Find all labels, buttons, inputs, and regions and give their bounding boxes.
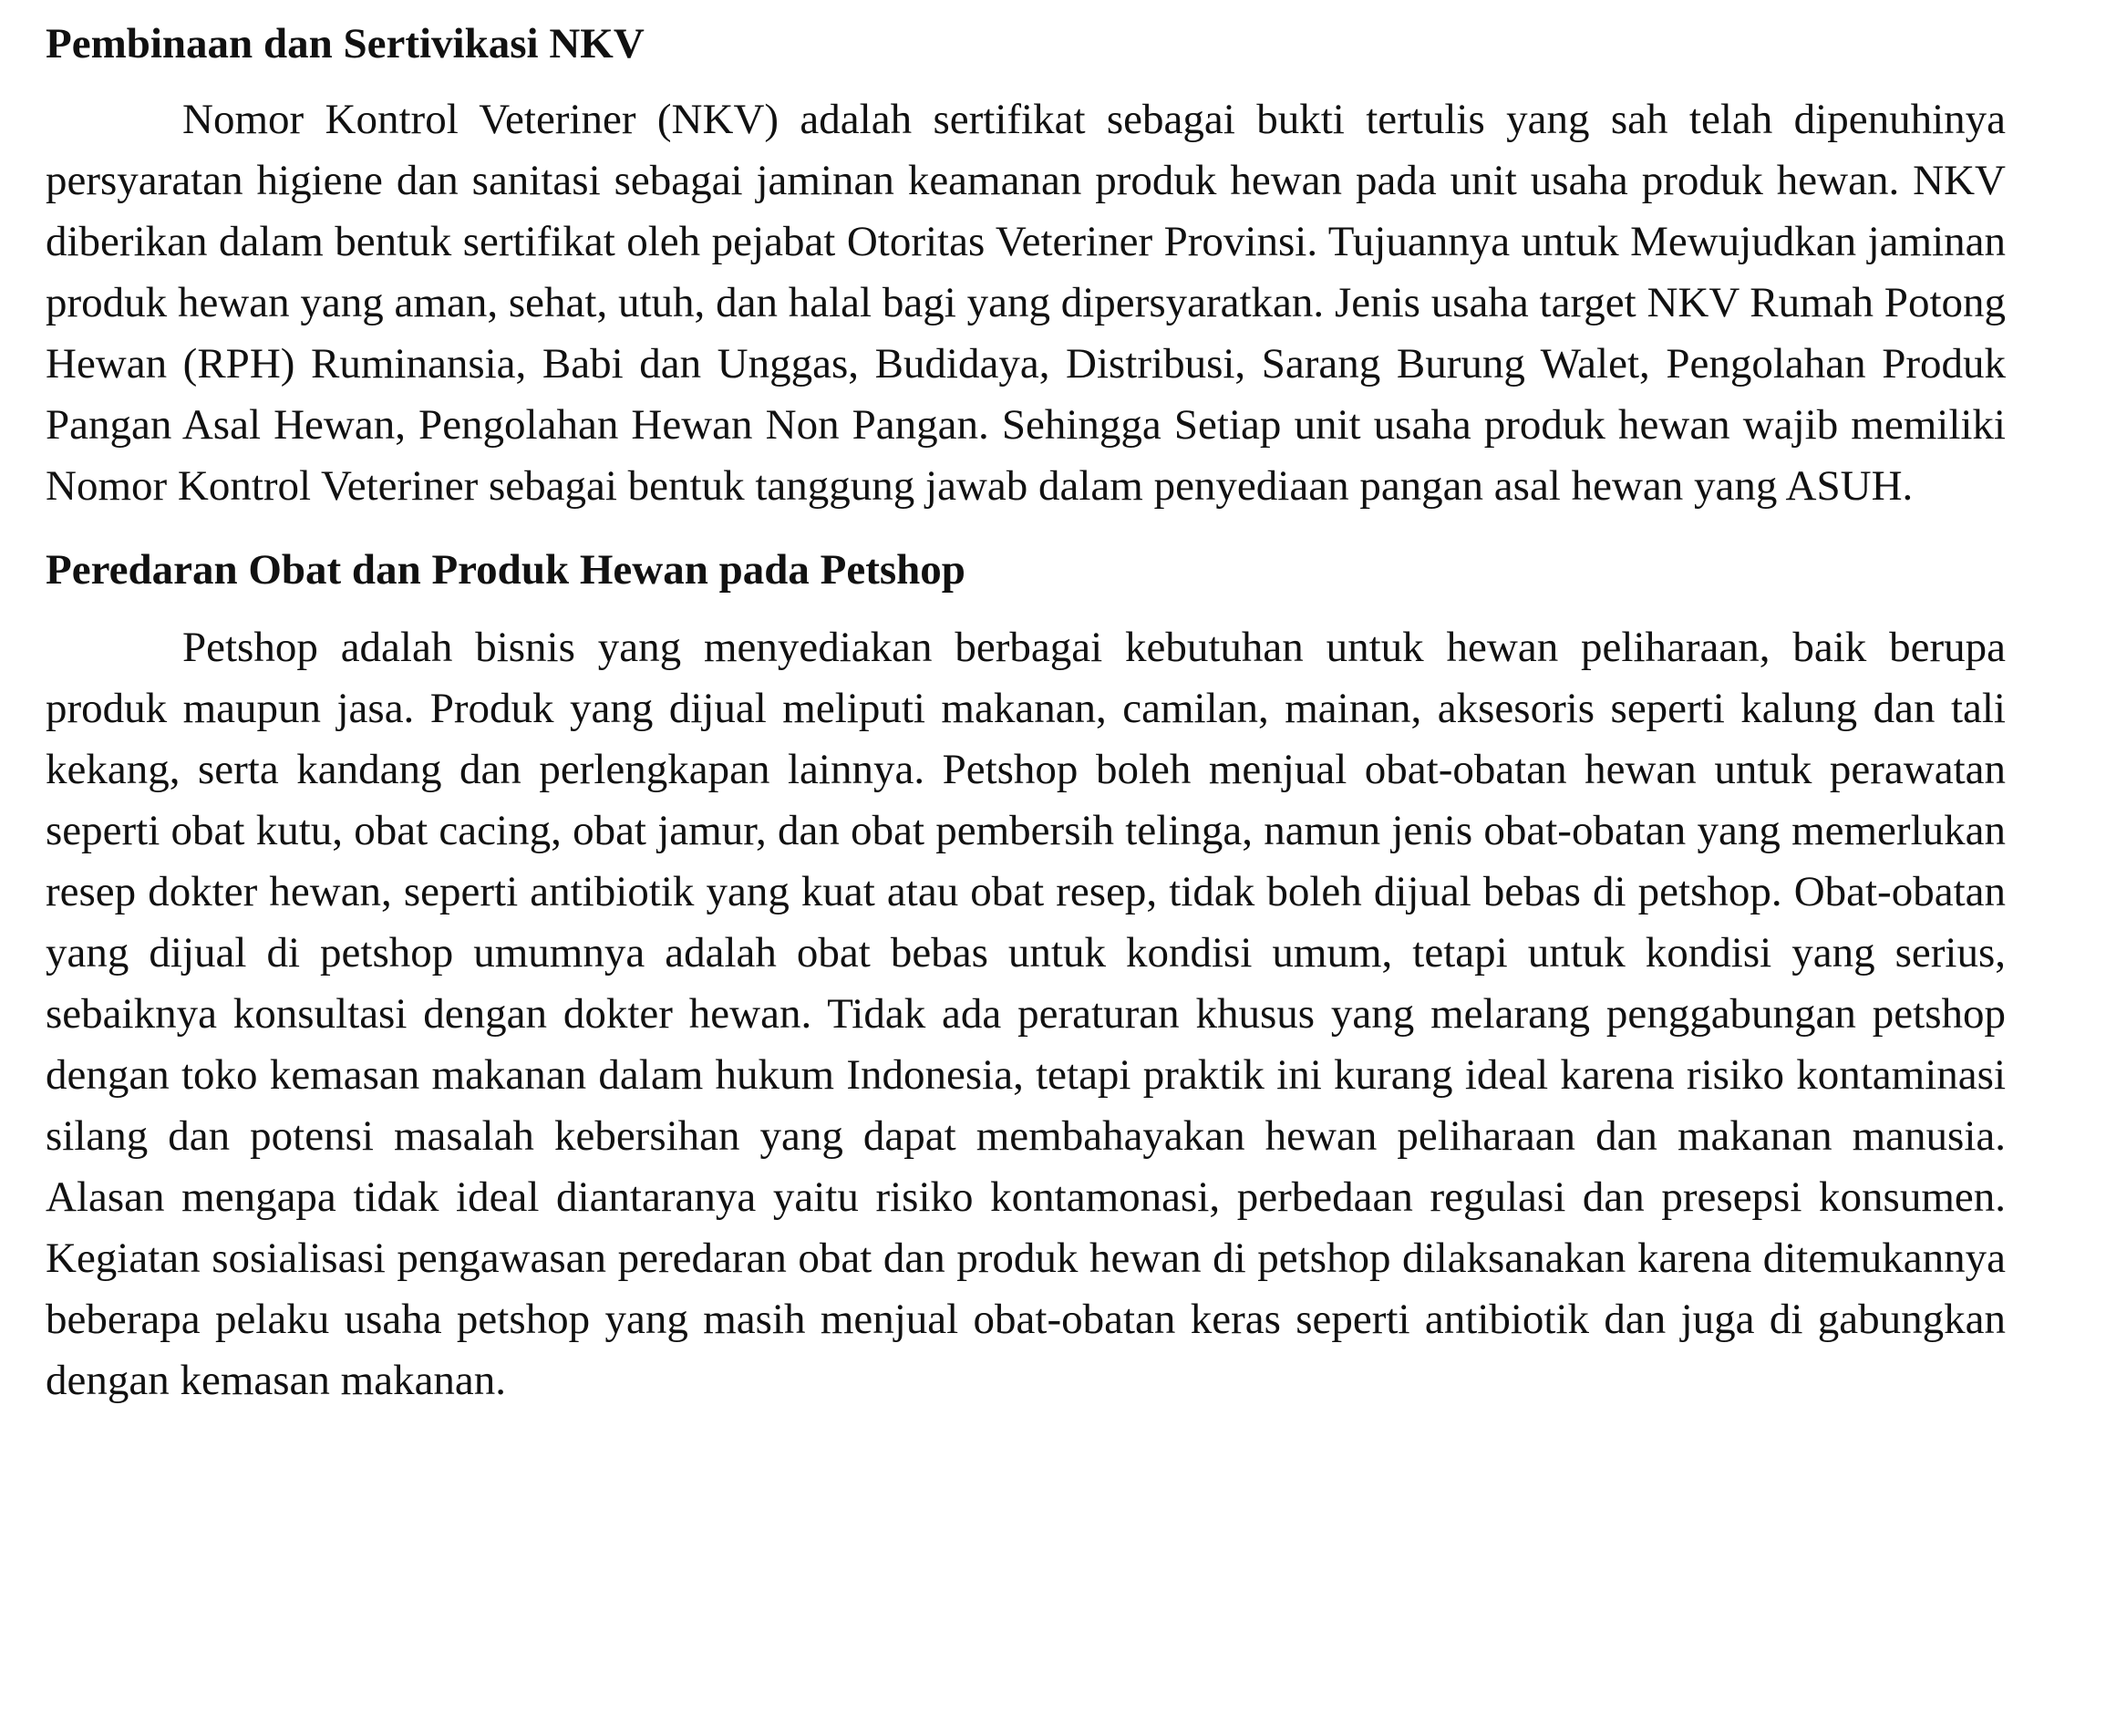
- section-heading-nkv: Pembinaan dan Sertivikasi NKV: [46, 20, 645, 67]
- section-paragraph-nkv: Nomor Kontrol Veteriner (NKV) adalah sertifikat sebagai bukti tertulis yang sah telah dipenuhinya persyaratan higiene dan sanitasi sebagai jaminan keamanan produk hewan pada unit usaha produk hewan. NKV diberikan dalam bentuk sertifikat oleh pejabat Otoritas Veteriner Provinsi. Tujuannya untuk Mewujudkan jaminan produk hewan yang aman, sehat, utuh, dan halal bagi yang dipersyaratkan. Jenis usaha target NKV Rumah Potong Hewan (RPH) Ruminansia, Babi dan Unggas, Budidaya, Distribusi, Sarang Burung Walet, Pengolahan Produk Pangan Asal Hewan, Pengolahan Hewan Non Pangan. Sehingga Setiap unit usaha produk hewan wajib memiliki Nomor Kontrol Veteriner sebagai bentuk tanggung jawab dalam penyediaan pangan asal hewan yang ASUH.: [46, 96, 2006, 510]
- section-paragraph-petshop: Petshop adalah bisnis yang menyediakan berbagai kebutuhan untuk hewan peliharaan, baik berupa produk maupun jasa. Produk yang dijual meliputi makanan, camilan, mainan, aksesoris seperti kalung dan tali kekang, serta kandang dan perlengkapan lainnya. Petshop boleh menjual obat-obatan hewan untuk perawatan seperti obat kutu, obat cacing, obat jamur, dan obat pembersih telinga, namun jenis obat-obatan yang memerlukan resep dokter hewan, seperti antibiotik yang kuat atau obat resep, tidak boleh dijual bebas di petshop. Obat-obatan yang dijual di petshop umumnya adalah obat bebas untuk kondisi umum, tetapi untuk kondisi yang serius, sebaiknya konsultasi dengan dokter hewan. Tidak ada peraturan khusus yang melarang penggabungan petshop dengan toko kemasan makanan dalam hukum Indonesia, tetapi praktik ini kurang ideal karena risiko kontaminasi silang dan potensi masalah kebersihan yang dapat membahayakan hewan peliharaan dan makanan manusia. Alasan mengapa tidak ideal diantaranya yaitu risiko kontamonasi, perbedaan regulasi dan presepsi konsumen. Kegiatan sosialisasi pengawasan peredaran obat dan produk hewan di petshop dilaksanakan karena ditemukannya beberapa pelaku usaha petshop yang masih menjual obat-obatan keras seperti antibiotik dan juga di gabungkan dengan kemasan makanan.: [46, 624, 2006, 1404]
- section-heading-petshop: Peredaran Obat dan Produk Hewan pada Petshop: [46, 546, 965, 594]
- document-page: [46, 16, 2006, 1411]
